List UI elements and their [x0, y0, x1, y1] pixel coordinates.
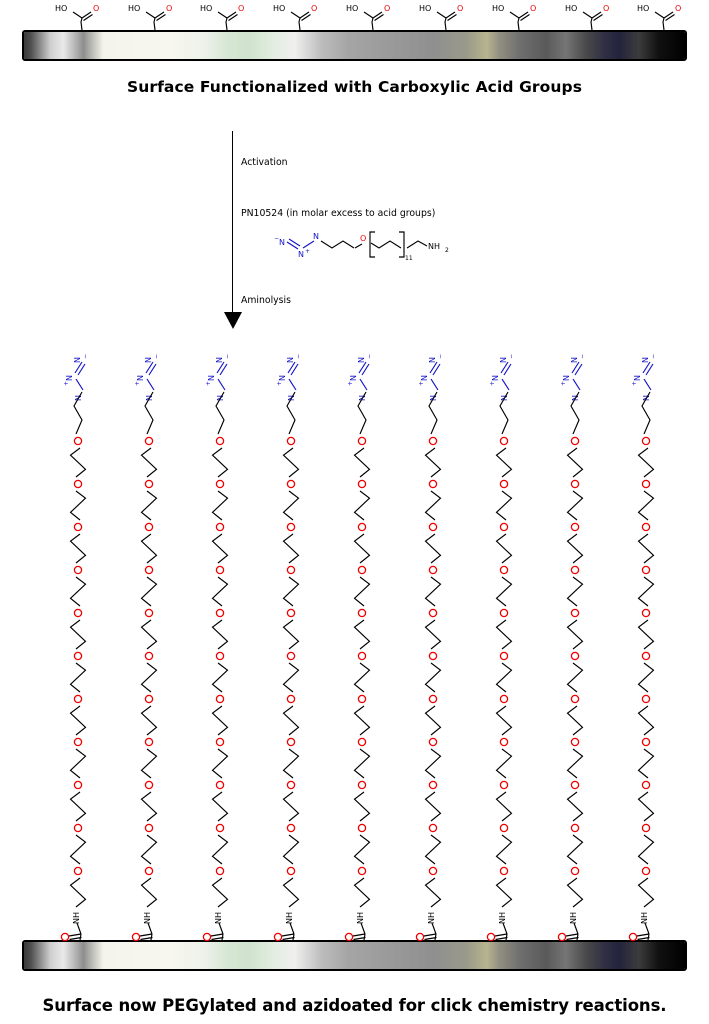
oxygen-atom	[216, 480, 223, 487]
oxygen-atom	[216, 437, 223, 444]
oxygen-atom	[74, 781, 81, 788]
substrate-bar-bottom	[22, 940, 687, 971]
peg-azide-chain	[132, 354, 160, 941]
label-azide-charge-minus: −	[508, 353, 515, 359]
label-azide-charge-minus: −	[366, 353, 373, 359]
label-azide-charge-minus: −	[153, 353, 160, 359]
label-azide-charge-minus: −	[82, 353, 89, 359]
label-amide-nh: NH	[356, 912, 365, 924]
oxygen-atom	[145, 609, 152, 616]
label-o: O	[530, 4, 537, 13]
oxygen-atom	[571, 867, 578, 874]
label-azide-n3: N	[287, 395, 296, 401]
label-amide-nh: NH	[640, 912, 649, 924]
oxygen-atom	[429, 480, 436, 487]
oxygen-atom	[571, 781, 578, 788]
label-amine-subscript: 2	[445, 247, 449, 254]
oxygen-atom	[74, 609, 81, 616]
label-ho: HO	[346, 4, 359, 13]
substrate-bar-top	[22, 30, 687, 61]
label-azide-charge-plus: +	[418, 380, 425, 386]
oxygen-atom	[287, 566, 294, 573]
oxygen-atom	[358, 437, 365, 444]
label-amide-nh: NH	[285, 912, 294, 924]
oxygen-atom	[216, 609, 223, 616]
label-ho: HO	[419, 4, 432, 13]
oxygen-atom	[145, 480, 152, 487]
label-azide-n1: N	[570, 357, 579, 363]
oxygen-atom	[145, 523, 152, 530]
label-azide-n2: N	[278, 375, 287, 381]
oxygen-atom	[429, 738, 436, 745]
oxygen-atom	[287, 781, 294, 788]
oxygen-atom	[642, 867, 649, 874]
oxygen-atom	[429, 652, 436, 659]
oxygen-atom	[500, 738, 507, 745]
oxygen-atom	[500, 523, 507, 530]
oxygen-atom	[571, 609, 578, 616]
oxygen-atom	[642, 738, 649, 745]
substrate-gradient	[24, 942, 685, 969]
label-amide-nh: NH	[569, 912, 578, 924]
oxygen-atom	[145, 566, 152, 573]
oxygen-atom	[145, 867, 152, 874]
label-ho: HO	[200, 4, 213, 13]
oxygen-atom	[145, 738, 152, 745]
label-azide-n2: N	[633, 375, 642, 381]
carboxylic-acid-group	[565, 4, 609, 30]
label-o: O	[311, 4, 318, 13]
oxygen-atom	[642, 781, 649, 788]
label-azide-n3: N	[216, 395, 225, 401]
oxygen-atom	[500, 695, 507, 702]
carboxylic-acid-group	[55, 4, 99, 30]
label-azide-n1: N	[499, 357, 508, 363]
oxygen-atom	[642, 566, 649, 573]
label-azide-n3: N	[571, 395, 580, 401]
oxygen-atom	[571, 824, 578, 831]
oxygen-atom	[429, 867, 436, 874]
peg-azide-chain	[345, 354, 373, 941]
oxygen-atom	[216, 738, 223, 745]
oxygen-atom	[74, 824, 81, 831]
oxygen-atom	[287, 695, 294, 702]
label-azide-n3: N	[313, 232, 319, 241]
oxygen-atom	[145, 652, 152, 659]
label-o: O	[675, 4, 682, 13]
oxygen-atom	[500, 480, 507, 487]
oxygen-atom	[216, 867, 223, 874]
label-azide-charge-minus: −	[295, 353, 302, 359]
oxygen-atom	[74, 566, 81, 573]
carboxylic-acid-group	[419, 4, 463, 30]
oxygen-atom	[500, 824, 507, 831]
label-ho: HO	[273, 4, 286, 13]
reaction-arrow-shaft	[232, 131, 233, 321]
oxygen-atom	[287, 480, 294, 487]
peg-azide-chain	[203, 354, 231, 941]
oxygen-atom	[216, 523, 223, 530]
label-azide-charge-plus: +	[560, 380, 567, 386]
oxygen-atom	[571, 652, 578, 659]
oxygen-atom	[500, 609, 507, 616]
label-azide-charge-plus: +	[631, 380, 638, 386]
oxygen-atom	[571, 738, 578, 745]
label-azide-n1: N	[144, 357, 153, 363]
label-ether-o: O	[360, 234, 367, 243]
peg-azide-chain	[558, 354, 586, 941]
label-azide-n2: N	[349, 375, 358, 381]
label-o: O	[384, 4, 391, 13]
label-ho: HO	[565, 4, 578, 13]
label-azide-charge-minus: −	[437, 353, 444, 359]
label-azide-n2: N	[136, 375, 145, 381]
label-azide-charge-minus: −	[274, 235, 280, 242]
oxygen-atom	[145, 437, 152, 444]
oxygen-atom	[74, 652, 81, 659]
label-azide-n2: N	[491, 375, 500, 381]
label-amide-nh: NH	[498, 912, 507, 924]
label-azide-n2: N	[65, 375, 74, 381]
oxygen-atom	[74, 738, 81, 745]
carboxylic-acid-group	[273, 4, 317, 30]
label-azide-n2: N	[298, 250, 304, 259]
label-activation: Activation	[241, 157, 288, 168]
oxygen-atom	[429, 781, 436, 788]
carboxylic-acid-group	[346, 4, 390, 30]
label-azide-n3: N	[358, 395, 367, 401]
oxygen-atom	[642, 609, 649, 616]
label-o: O	[603, 4, 610, 13]
oxygen-atom	[216, 566, 223, 573]
label-ho: HO	[492, 4, 505, 13]
label-azide-charge-plus: +	[347, 380, 354, 386]
label-azide-charge-plus: +	[276, 380, 283, 386]
oxygen-atom	[216, 824, 223, 831]
oxygen-atom	[429, 609, 436, 616]
label-azide-n3: N	[145, 395, 154, 401]
oxygen-atom	[429, 437, 436, 444]
oxygen-atom	[642, 824, 649, 831]
oxygen-atom	[642, 652, 649, 659]
oxygen-atom	[642, 695, 649, 702]
label-o: O	[457, 4, 464, 13]
label-azide-charge-plus: +	[205, 380, 212, 386]
oxygen-atom	[287, 609, 294, 616]
peg-azide-chain	[629, 354, 657, 941]
label-ho: HO	[637, 4, 650, 13]
oxygen-atom	[74, 437, 81, 444]
label-azide-n2: N	[562, 375, 571, 381]
caption-bottom: Surface now PEGylated and azidoated for click chemistry reactions.	[42, 996, 667, 1015]
label-azide-charge-minus: −	[650, 353, 657, 359]
label-azide-n1: N	[641, 357, 650, 363]
substrate-gradient	[24, 32, 685, 59]
label-azide-charge-plus: +	[489, 380, 496, 386]
oxygen-atom	[287, 523, 294, 530]
oxygen-atom	[429, 695, 436, 702]
oxygen-atom	[145, 824, 152, 831]
label-azide-n3: N	[74, 395, 83, 401]
oxygen-atom	[358, 480, 365, 487]
label-amide-nh: NH	[143, 912, 152, 924]
label-azide-n2: N	[420, 375, 429, 381]
oxygen-atom	[287, 824, 294, 831]
label-azide-charge-plus: +	[305, 248, 311, 255]
oxygen-atom	[571, 480, 578, 487]
oxygen-atom	[571, 437, 578, 444]
carboxylic-acid-group	[492, 4, 536, 30]
oxygen-atom	[145, 695, 152, 702]
caption-top: Surface Functionalized with Carboxylic Acid Groups	[126, 78, 583, 96]
oxygen-atom	[500, 867, 507, 874]
oxygen-atom	[642, 480, 649, 487]
carboxylic-acid-group	[128, 4, 172, 30]
oxygen-atom	[358, 738, 365, 745]
label-ho: HO	[55, 4, 68, 13]
peg-azide-chain	[487, 354, 515, 941]
reaction-arrow-head	[224, 312, 242, 329]
label-azide-n1: N	[215, 357, 224, 363]
label-azide-n1: N	[286, 357, 295, 363]
peg-azide-chain	[416, 354, 444, 941]
oxygen-atom	[358, 867, 365, 874]
oxygen-atom	[571, 523, 578, 530]
oxygen-atom	[74, 523, 81, 530]
oxygen-atom	[500, 437, 507, 444]
label-reagent: PN10524 (in molar excess to acid groups)	[241, 208, 436, 219]
oxygen-atom	[500, 566, 507, 573]
label-azide-n3: N	[429, 395, 438, 401]
label-amide-nh: NH	[427, 912, 436, 924]
label-ho: HO	[128, 4, 141, 13]
oxygen-atom	[358, 695, 365, 702]
carboxylic-acid-group	[637, 4, 681, 30]
label-amine: NH	[428, 242, 440, 251]
oxygen-atom	[287, 867, 294, 874]
carboxylic-acid-group	[200, 4, 244, 30]
label-azide-charge-minus: −	[224, 353, 231, 359]
label-o: O	[238, 4, 245, 13]
label-amide-nh: NH	[72, 912, 81, 924]
oxygen-atom	[287, 652, 294, 659]
label-amide-nh: NH	[214, 912, 223, 924]
label-azide-n3: N	[500, 395, 509, 401]
oxygen-atom	[358, 609, 365, 616]
oxygen-atom	[287, 437, 294, 444]
label-azide-charge-plus: +	[63, 380, 70, 386]
label-azide-n1: N	[357, 357, 366, 363]
label-repeat-subscript: 11	[405, 255, 413, 262]
label-azide-n2: N	[207, 375, 216, 381]
oxygen-atom	[358, 781, 365, 788]
oxygen-atom	[429, 523, 436, 530]
oxygen-atom	[642, 523, 649, 530]
oxygen-atom	[74, 480, 81, 487]
oxygen-atom	[642, 437, 649, 444]
oxygen-atom	[500, 652, 507, 659]
oxygen-atom	[358, 652, 365, 659]
oxygen-atom	[216, 781, 223, 788]
oxygen-atom	[74, 695, 81, 702]
label-azide-n3: N	[642, 395, 651, 401]
oxygen-atom	[429, 566, 436, 573]
oxygen-atom	[74, 867, 81, 874]
label-o: O	[93, 4, 100, 13]
peg-azide-chain	[61, 354, 89, 941]
oxygen-atom	[571, 566, 578, 573]
peg-azide-chain	[274, 354, 302, 941]
oxygen-atom	[429, 824, 436, 831]
oxygen-atom	[145, 781, 152, 788]
label-azide-charge-minus: −	[579, 353, 586, 359]
oxygen-atom	[358, 566, 365, 573]
oxygen-atom	[500, 781, 507, 788]
oxygen-atom	[358, 824, 365, 831]
label-azide-n1: N	[428, 357, 437, 363]
label-azide-n1: N	[73, 357, 82, 363]
label-o: O	[166, 4, 173, 13]
oxygen-atom	[216, 652, 223, 659]
label-azide-charge-plus: +	[134, 380, 141, 386]
oxygen-atom	[287, 738, 294, 745]
label-azide-n1: N	[279, 238, 285, 247]
oxygen-atom	[216, 695, 223, 702]
oxygen-atom	[571, 695, 578, 702]
label-aminolysis: Aminolysis	[241, 295, 291, 306]
oxygen-atom	[358, 523, 365, 530]
